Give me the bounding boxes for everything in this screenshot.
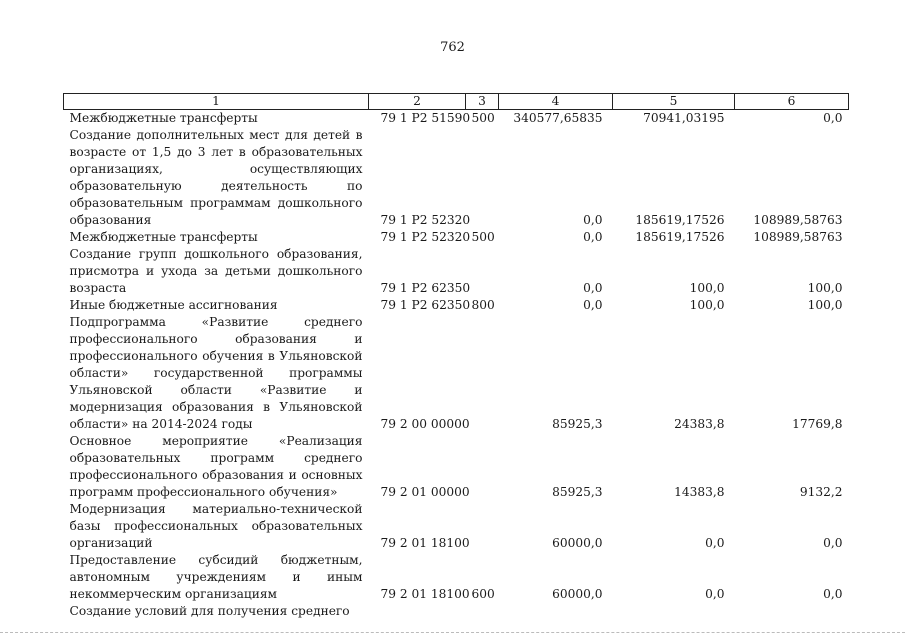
row-class-cell bbox=[466, 127, 499, 229]
row-code-cell: 79 2 01 00000 bbox=[380, 485, 470, 499]
row-value-col6 bbox=[735, 603, 849, 620]
row-value-col5: 100,0 bbox=[689, 281, 725, 295]
table-row bbox=[64, 603, 849, 620]
row-value-col6: 17769,8 bbox=[792, 417, 843, 431]
row-value-col6: 108989,58763 bbox=[753, 230, 843, 244]
row-name-cell: Межбюджетные трансферты bbox=[69, 230, 258, 244]
row-code-cell: 79 1 Р2 62350 bbox=[380, 281, 471, 295]
column-header: 1 bbox=[64, 94, 369, 110]
row-name-cell: Модернизация материально-технической базы профессиональных образовательных организаций bbox=[69, 502, 363, 550]
row-value-col4: 0,0 bbox=[583, 281, 603, 295]
row-class-cell bbox=[466, 501, 499, 552]
row-value-col5: 100,0 bbox=[689, 298, 725, 312]
row-class-cell bbox=[466, 314, 499, 433]
row-value-col4: 0,0 bbox=[583, 230, 603, 244]
row-value-col4 bbox=[499, 603, 613, 620]
row-class-cell: 500 bbox=[471, 230, 495, 244]
row-name-cell: Создание дополнительных мест для детей в возрасте от 1,5 до 3 лет в образовательных организациях, осуществляющих образовательную деятельность по образовательным программам дошкольного образования bbox=[69, 128, 363, 227]
column-header: 6 bbox=[735, 94, 849, 110]
row-code-cell: 79 2 01 18100 bbox=[380, 536, 470, 550]
row-name-cell: Основное мероприятие «Реализация образовательных программ среднего профессионального образования и основных программ профессионального обучения» bbox=[69, 434, 363, 499]
table-row bbox=[64, 110, 849, 128]
row-code-cell: 79 1 Р2 51590 bbox=[380, 111, 471, 125]
column-header: 5 bbox=[613, 94, 735, 110]
row-code-cell: 79 2 00 00000 bbox=[380, 417, 470, 431]
table-row bbox=[64, 246, 849, 297]
table-row bbox=[64, 127, 849, 229]
row-class-cell bbox=[466, 246, 499, 297]
row-value-col4: 0,0 bbox=[583, 298, 603, 312]
row-name-cell: Подпрограмма «Развитие среднего профессионального образования и профессионального обучения в Ульяновской области» государственной программы Ульяновской области «Развитие и модернизация образования в Ульяновской области» на 2014-2024 годы bbox=[69, 315, 363, 431]
column-header: 3 bbox=[466, 94, 499, 110]
row-value-col4: 85925,3 bbox=[552, 485, 603, 499]
row-code-cell: 79 2 01 18100 bbox=[380, 587, 470, 601]
row-value-col5: 0,0 bbox=[705, 587, 725, 601]
row-value-col4: 60000,0 bbox=[552, 536, 603, 550]
row-name-cell: Создание условий для получения среднего bbox=[69, 604, 350, 618]
row-code-cell: 79 1 Р2 62350 bbox=[380, 298, 471, 312]
row-value-col5: 24383,8 bbox=[674, 417, 725, 431]
row-name-cell: Иные бюджетные ассигнования bbox=[69, 298, 278, 312]
row-value-col4: 60000,0 bbox=[552, 587, 603, 601]
row-value-col4: 85925,3 bbox=[552, 417, 603, 431]
table-row bbox=[64, 501, 849, 552]
row-class-cell: 600 bbox=[471, 587, 495, 601]
table-row bbox=[64, 314, 849, 433]
column-header: 4 bbox=[499, 94, 613, 110]
budget-table bbox=[63, 93, 849, 620]
row-value-col5: 185619,17526 bbox=[635, 230, 725, 244]
row-value-col5: 70941,03195 bbox=[643, 111, 725, 125]
column-header: 2 bbox=[369, 94, 466, 110]
table-row bbox=[64, 433, 849, 501]
row-value-col6: 0,0 bbox=[823, 111, 843, 125]
row-class-cell: 500 bbox=[471, 111, 495, 125]
row-name-cell: Межбюджетные трансферты bbox=[69, 111, 258, 125]
row-code-cell bbox=[369, 603, 466, 620]
row-value-col5: 185619,17526 bbox=[635, 213, 725, 227]
row-value-col5: 14383,8 bbox=[674, 485, 725, 499]
row-value-col5 bbox=[613, 603, 735, 620]
row-value-col4: 340577,65835 bbox=[513, 111, 603, 125]
row-value-col6: 100,0 bbox=[807, 298, 843, 312]
row-value-col6: 9132,2 bbox=[799, 485, 843, 499]
table-row bbox=[64, 297, 849, 314]
row-class-cell bbox=[466, 603, 499, 620]
table-row bbox=[64, 229, 849, 246]
row-name-cell: Создание групп дошкольного образования, присмотра и ухода за детьми дошкольного возраста bbox=[69, 247, 363, 295]
row-name-cell: Предоставление субсидий бюджетным, автономным учреждениям и иным некоммерческим организациям bbox=[69, 553, 363, 601]
row-code-cell: 79 1 Р2 52320 bbox=[380, 213, 471, 227]
table-header-row bbox=[64, 94, 849, 110]
row-value-col6: 108989,58763 bbox=[753, 213, 843, 227]
row-class-cell: 800 bbox=[471, 298, 495, 312]
row-value-col6: 100,0 bbox=[807, 281, 843, 295]
page-number: 762 bbox=[440, 40, 465, 55]
table-row bbox=[64, 552, 849, 603]
page-bottom-edge bbox=[0, 632, 905, 633]
row-value-col6: 0,0 bbox=[823, 536, 843, 550]
row-class-cell bbox=[466, 433, 499, 501]
row-value-col4: 0,0 bbox=[583, 213, 603, 227]
row-value-col6: 0,0 bbox=[823, 587, 843, 601]
row-value-col5: 0,0 bbox=[705, 536, 725, 550]
row-code-cell: 79 1 Р2 52320 bbox=[380, 230, 471, 244]
